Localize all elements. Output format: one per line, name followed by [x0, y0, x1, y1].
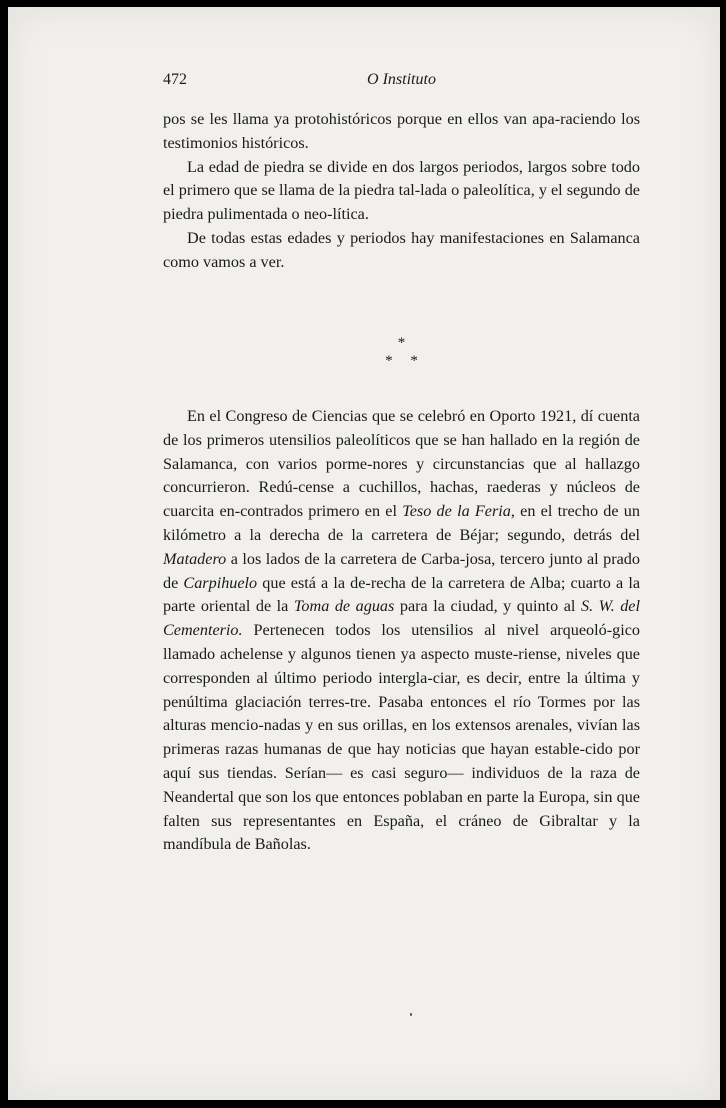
text-run: Pertenecen todos los utensilios al nivel arqueoló-gico llamado achelense y algunos tienen ya aspecto muste-riense, niveles que corresponden al último periodo intergla-ciar, es decir, entre la última y penúltima glaciación terres-tre. Pasaba entonces el río Tormes por las alturas mencio-nadas y en sus orillas, en los extensos arenales, vivían las primeras razas humanas de que hay noticias que hayan estable-cido por aquí sus tiendas. Serían— es casi seguro— individuos de la raza de Neandertal que son los que entonces poblaban en parte la Europa, sin que falten sus representantes en España, el cráneo de Gibraltar y la mandíbula de Bañolas. — [163, 621, 640, 854]
text-run: a los lados de la carretera de Carba-josa, tercero junto al prado de — [163, 549, 640, 592]
page-number: 472 — [163, 71, 187, 88]
place-carpihuelo: Carpihuelo — [183, 573, 258, 592]
place-matadero: Matadero — [163, 549, 227, 568]
paragraph-oporto-congress — [163, 405, 640, 857]
running-title: O Instituto — [367, 71, 436, 88]
paragraph-continuation: pos se les llama ya protohistóricos porque en ellos van apa-raciendo los testimonios históricos. — [163, 110, 640, 152]
text-run: para la ciudad, y quinto al — [394, 597, 581, 616]
paragraph-stone-age: La edad de piedra se divide en dos largos periodos, largos sobre todo el primero que se llama de la piedra tal-lada o paleolítica, y el segundo de piedra pulimentada o neo-lítica. — [163, 157, 640, 224]
page-header — [163, 71, 640, 95]
text-run: En el Congreso de Ciencias que se celebró en Oporto 1921, dí cuenta de los primeros utensilios paleolíticos que se han hallado en la región de Salamanca, con varios porme-nores y circunstancias que al hallazgo concurrieron. Redú-cense a cuchillos, hachas, raederas y núcleos de cuarcita en-contrados primero en el — [163, 407, 640, 521]
text-block-main — [163, 405, 640, 857]
book-page — [8, 7, 720, 1100]
place-toma-de-aguas: Toma de aguas — [293, 597, 395, 616]
asterism-bottom-stars: * * — [385, 353, 418, 369]
asterism-separator — [163, 335, 640, 375]
text-run: , en el trecho de un kilómetro a la derecha de la carretera de Béjar; segundo, detrás del — [163, 502, 640, 544]
text-run: que está a la de-recha de la carretera de Alba; cuarto a la parte oriental de la — [163, 573, 641, 616]
asterism-top-star: * — [397, 335, 406, 351]
text-block-top — [163, 108, 640, 275]
place-sw-cementerio: S. W. del Cementerio. — [163, 597, 640, 640]
place-teso-de-la-feria: Teso de la Feria — [402, 502, 511, 521]
paragraph-salamanca: De todas estas edades y periodos hay manifestaciones en Salamanca como vamos a ver. — [163, 228, 640, 271]
print-speck — [410, 1013, 412, 1016]
